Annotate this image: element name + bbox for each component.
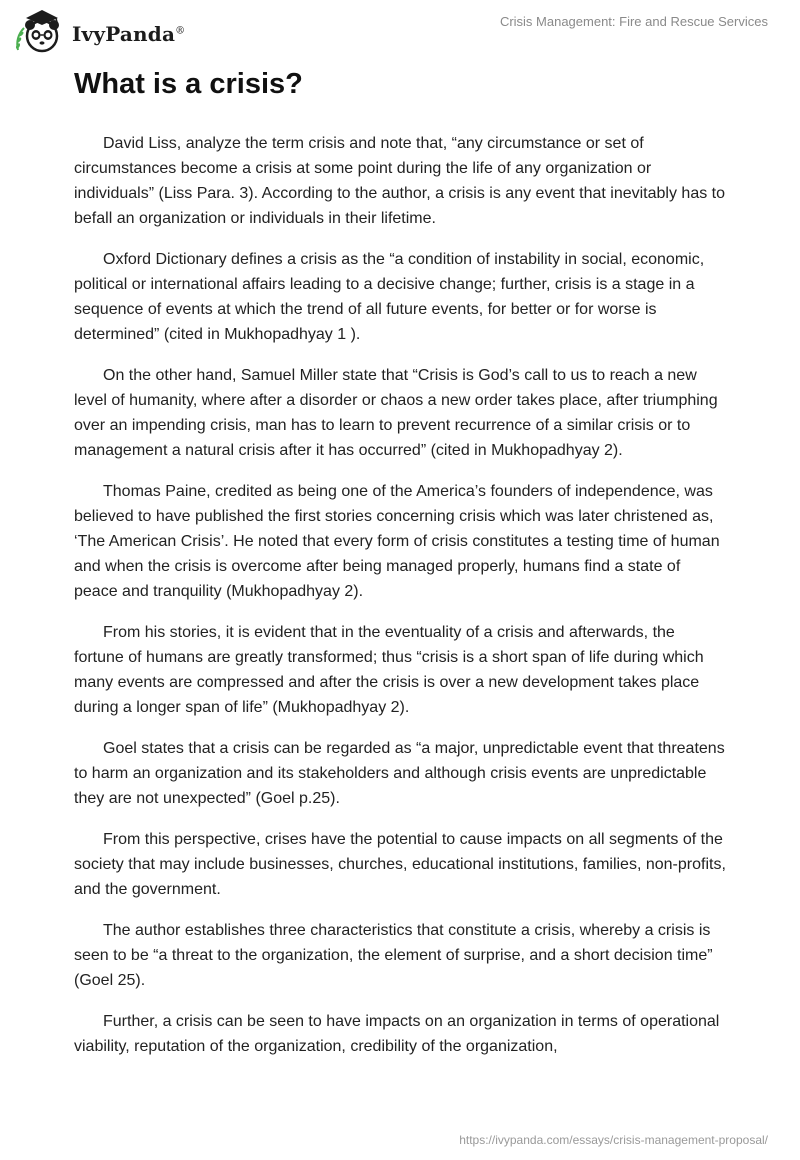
section-heading: What is a crisis? bbox=[74, 68, 303, 100]
paragraph: From this perspective, crises have the potential to cause impacts on all segments of the society that may include businesses, churches, educational institutions, families, non-profits, and the government. bbox=[74, 831, 726, 898]
paragraph: Thomas Paine, credited as being one of the America’s founders of independence, was believed to have published the first stories concerning crisis which was later christened as, ‘The American Crisis’. He noted that every form of crisis constitutes a testing time of human and when the crisis is overcome after being managed properly, humans find a state of peace and tranquility (Mukhopadhyay 2). bbox=[74, 483, 720, 600]
paragraph: David Liss, analyze the term crisis and note that, “any circumstance or set of circumstances become a crisis at some point during the life of any organization or individuals” (Liss Para. 3). According to the author, a crisis is any event that inevitably has to befall an organization or individuals in their lifetime. bbox=[74, 135, 725, 227]
essay-body bbox=[74, 131, 728, 1075]
paragraph: Goel states that a crisis can be regarded as “a major, unpredictable event that threatens to harm an organization and its stakeholders and although crisis events are unpredictable they are not unexpected” (Goel p.25). bbox=[74, 740, 725, 807]
paragraph: On the other hand, Samuel Miller state that “Crisis is God’s call to us to reach a new level of humanity, where after a disorder or chaos a new order takes place, after triumphing over an impending crisis, man has to learn to prevent recurrence of a similar crisis or to management a natural crisis after it has occurred” (cited in Mukhopadhyay 2). bbox=[74, 367, 718, 459]
paragraph: The author establishes three characteristics that constitute a crisis, whereby a crisis is seen to be “a threat to the organization, the element of surprise, and a short decision time” (Goel 25). bbox=[74, 922, 713, 989]
paragraph: Oxford Dictionary defines a crisis as the “a condition of instability in social, economic, political or international affairs leading to a decisive change; further, crisis is a stage in a sequence of events at which the trend of all future events, for better or for worse is determined” (cited in Mukhopadhyay 1 ). bbox=[74, 251, 705, 343]
paragraph: From his stories, it is evident that in the eventuality of a crisis and afterwards, the fortune of humans are greatly transformed; thus “crisis is a short span of life during which many events are compressed and after the crisis is over a new development takes place during a longer span of life” (Mukhopadhyay 2). bbox=[74, 624, 704, 716]
document-title: Crisis Management: Fire and Rescue Services bbox=[499, 14, 768, 29]
paragraph: Further, a crisis can be seen to have impacts on an organization in terms of operational viability, reputation of the organization, credibility of the organization, bbox=[74, 1013, 720, 1055]
source-url[interactable]: https://ivypanda.com/essays/crisis-management-proposal/ bbox=[459, 1133, 768, 1147]
page-header bbox=[0, 0, 800, 60]
brand-name: IvyPanda® bbox=[72, 22, 186, 46]
panda-graduate-icon bbox=[12, 6, 68, 56]
brand-logo[interactable] bbox=[12, 6, 185, 56]
